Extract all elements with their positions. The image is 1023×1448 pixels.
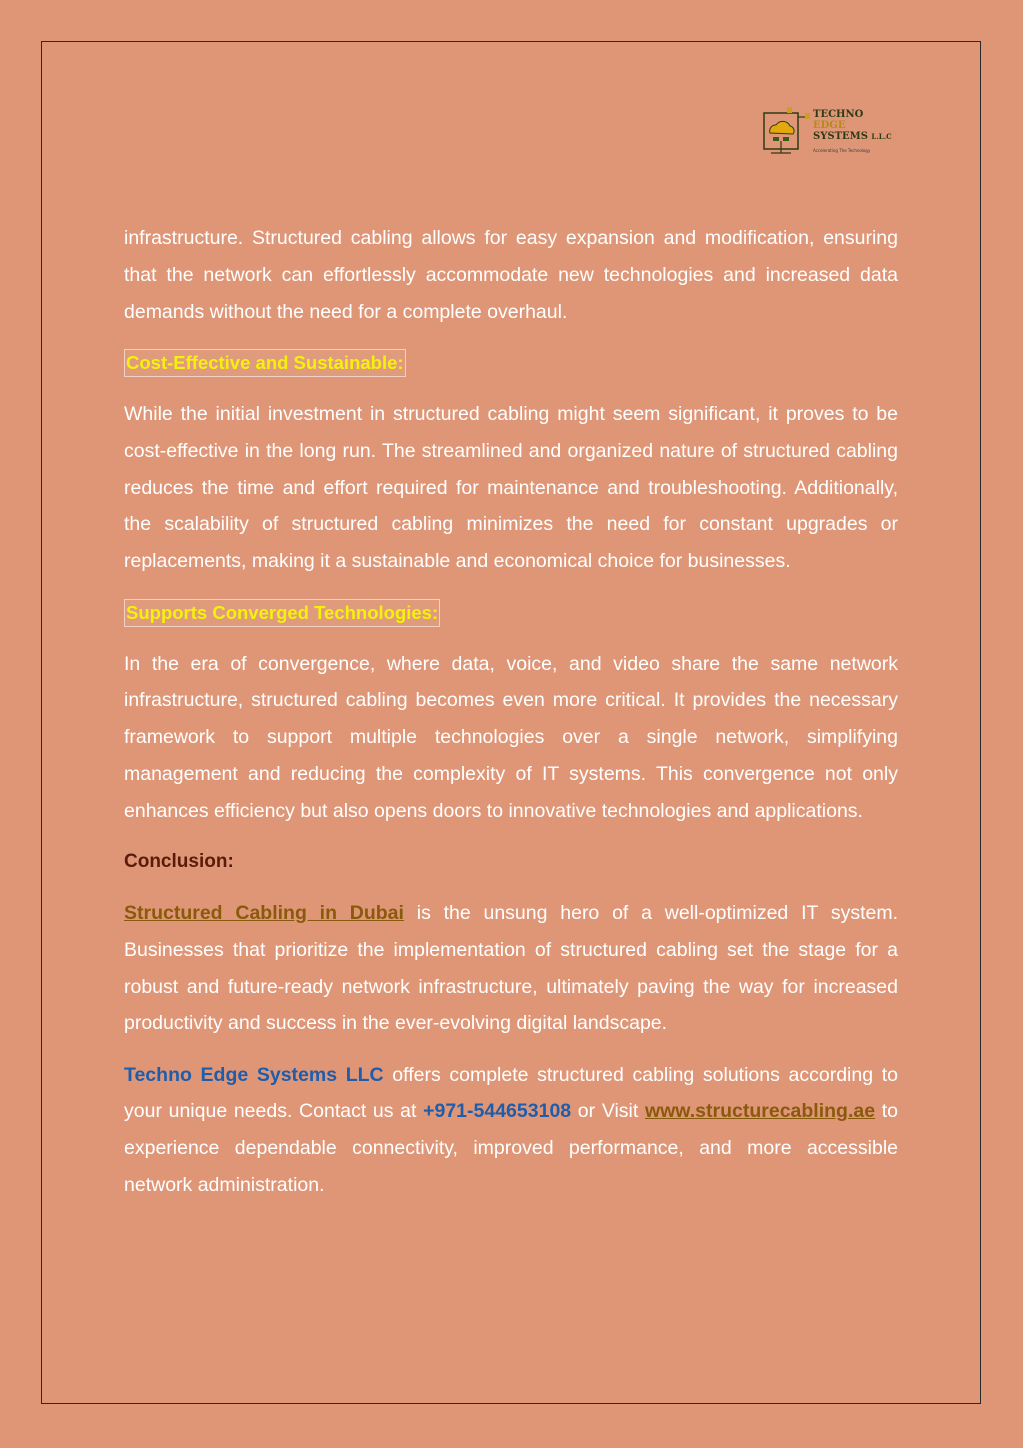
company-name: Techno Edge Systems LLC [124,1063,384,1086]
company-logo [763,107,903,157]
converged-technologies-paragraph: In the era of convergence, where data, voice, and video share the same network infrastructure, structured cabling becomes even more critical. It provides the necessary framework to support multiple technologies over a single network, simplifying management and reducing the complexity of IT systems. This convergence not only enhances efficiency but also opens doors to innovative technologies and applications. [124,652,898,822]
contact-text-3: to experience dependable connectivity, improved performance, and more accessible network administration. [124,1100,898,1197]
structured-cabling-dubai-link[interactable]: Structured Cabling in Dubai [124,902,404,925]
phone-number[interactable]: +971-544653108 [423,1100,572,1123]
logo-cloud-icon [763,107,811,157]
logo-line3: SYSTEMS [813,131,868,142]
website-link[interactable]: www.structurecabling.ae [644,1100,876,1123]
conclusion-heading: Conclusion: [124,850,234,872]
cost-effective-heading: Cost-Effective and Sustainable: [124,349,406,377]
article-body [124,220,898,1218]
conclusion-text: is the unsung hero of a well-optimized IT system. Businesses that prioritize the implementation of structured cabling set the stage for a robust and future-ready network infrastructure, ultimately paving the way for increased productivity and success in the ever-evolving digital landscape. [124,902,898,1035]
contact-text-1: offers complete structured cabling solutions according to your unique needs. Contact us at [124,1063,898,1123]
contact-paragraph [124,1057,898,1204]
logo-line2: EDGE [813,120,846,131]
logo-llc: L.L.C [871,132,892,141]
intro-paragraph: infrastructure. Structured cabling allows for easy expansion and modification, ensuring that the network can effortlessly accommodate new technologies and increased data demands without the need for a complete overhaul. [124,227,898,323]
contact-text-2: or Visit [571,1100,645,1123]
logo-line1: TECHNO [813,109,864,120]
logo-tagline: Accelerating The Technology [813,148,871,153]
conclusion-paragraph [124,895,898,1042]
cost-effective-paragraph: While the initial investment in structured cabling might seem significant, it proves to be cost-effective in the long run. The streamlined and organized nature of structured cabling reduces the time and effort required for maintenance and troubleshooting. Additionally, the scalability of structured cabling minimizes the need for constant upgrades or replacements, making it a sustainable and economical choice for businesses. [124,402,898,573]
converged-technologies-heading: Supports Converged Technologies: [124,599,440,627]
logo-wordmark [813,109,892,142]
